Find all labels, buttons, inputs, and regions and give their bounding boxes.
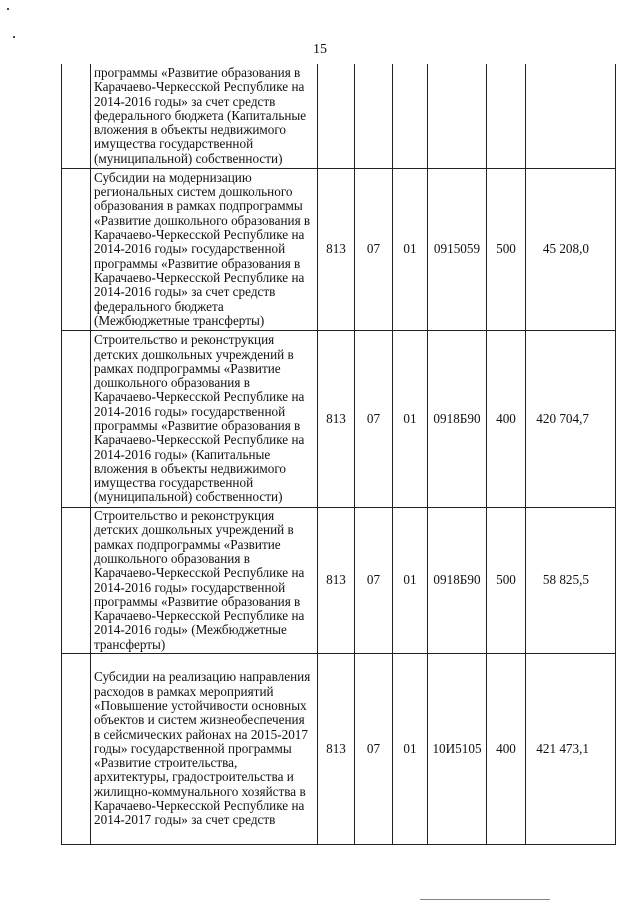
ministry-code-cell: 813 xyxy=(318,654,355,845)
expense-type-cell: 400 xyxy=(487,331,526,508)
amount-cell: 45 208,0 xyxy=(526,169,616,331)
expense-type-cell xyxy=(487,64,526,169)
expense-type-cell: 500 xyxy=(487,169,526,331)
description-cell: Строительство и реконструкция детских дошкольных учреждений в рамках подпрограммы «Развитие дошкольного образования в Карачаево-Черкесской Республике на 2014-2016 годы» государственной программы «Развитие образования в Карачаево-Черкесской Республике на 2014-2016 годы» (Межбюджетные трансферты) xyxy=(91,508,318,654)
scan-speck xyxy=(7,8,9,10)
target-article-cell: 10И5105 xyxy=(428,654,487,845)
description-cell: Субсидии на модернизацию региональных систем дошкольного образования в рамках подпрограммы «Развитие дошкольного образования в Карачаево-Черкесской Республике на 2014-2016 годы» государственной программы «Развитие образования в Карачаево-Черкесской Республике на 2014-2016 годы» за счет средств федерального бюджета (Межбюджетные трансферты) xyxy=(91,169,318,331)
section-code-cell: 07 xyxy=(355,508,393,654)
description-cell: программы «Развитие образования в Карачаево-Черкесской Республике на 2014-2016 годы» за счет средств федерального бюджета (Капитальные вложения в объекты недвижимого имущества государственной (муниципальной) собственности) xyxy=(91,64,318,169)
section-code-cell xyxy=(355,64,393,169)
row-number-cell xyxy=(62,331,91,508)
table-row xyxy=(62,169,616,331)
ministry-code-cell: 813 xyxy=(318,508,355,654)
subsection-code-cell xyxy=(393,64,428,169)
row-number-cell xyxy=(62,169,91,331)
target-article-cell: 0915059 xyxy=(428,169,487,331)
section-code-cell: 07 xyxy=(355,654,393,845)
expense-type-cell: 400 xyxy=(487,654,526,845)
budget-allocation-table xyxy=(61,64,616,845)
subsection-code-cell: 01 xyxy=(393,169,428,331)
expense-type-cell: 500 xyxy=(487,508,526,654)
subsection-code-cell: 01 xyxy=(393,331,428,508)
description-cell: Строительство и реконструкция детских дошкольных учреждений в рамках подпрограммы «Развитие дошкольного образования в Карачаево-Черкесской Республике на 2014-2016 годы» государственной программы «Развитие образования в Карачаево-Черкесской Республике на 2014-2016 годы» (Капитальные вложения в объекты недвижимого имущества государственной (муниципальной) собственности) xyxy=(91,331,318,508)
page-number: 15 xyxy=(313,42,327,57)
amount-cell: 58 825,5 xyxy=(526,508,616,654)
table-row xyxy=(62,654,616,845)
amount-cell xyxy=(526,64,616,169)
table-row xyxy=(62,508,616,654)
scan-speck xyxy=(13,36,15,38)
budget-table xyxy=(61,64,615,845)
amount-cell: 421 473,1 xyxy=(526,654,616,845)
subsection-code-cell: 01 xyxy=(393,508,428,654)
ministry-code-cell xyxy=(318,64,355,169)
subsection-code-cell: 01 xyxy=(393,654,428,845)
target-article-cell xyxy=(428,64,487,169)
ministry-code-cell: 813 xyxy=(318,169,355,331)
section-code-cell: 07 xyxy=(355,169,393,331)
target-article-cell: 0918Б90 xyxy=(428,331,487,508)
table-row xyxy=(62,64,616,169)
target-article-cell: 0918Б90 xyxy=(428,508,487,654)
table-row xyxy=(62,331,616,508)
row-number-cell xyxy=(62,508,91,654)
scan-edge-line xyxy=(420,899,550,900)
row-number-cell xyxy=(62,654,91,845)
description-cell: Субсидии на реализацию направления расходов в рамках мероприятий «Повышение устойчивости основных объектов и систем жизнеобеспечения в сейсмических районах на 2015-2017 годы» государственной программы «Развитие строительства, архитектуры, градостроительства и жилищно-коммунального хозяйства в Карачаево-Черкесской Республике на 2014-2017 годы» за счет средств xyxy=(91,654,318,845)
amount-cell: 420 704,7 xyxy=(526,331,616,508)
section-code-cell: 07 xyxy=(355,331,393,508)
row-number-cell xyxy=(62,64,91,169)
ministry-code-cell: 813 xyxy=(318,331,355,508)
